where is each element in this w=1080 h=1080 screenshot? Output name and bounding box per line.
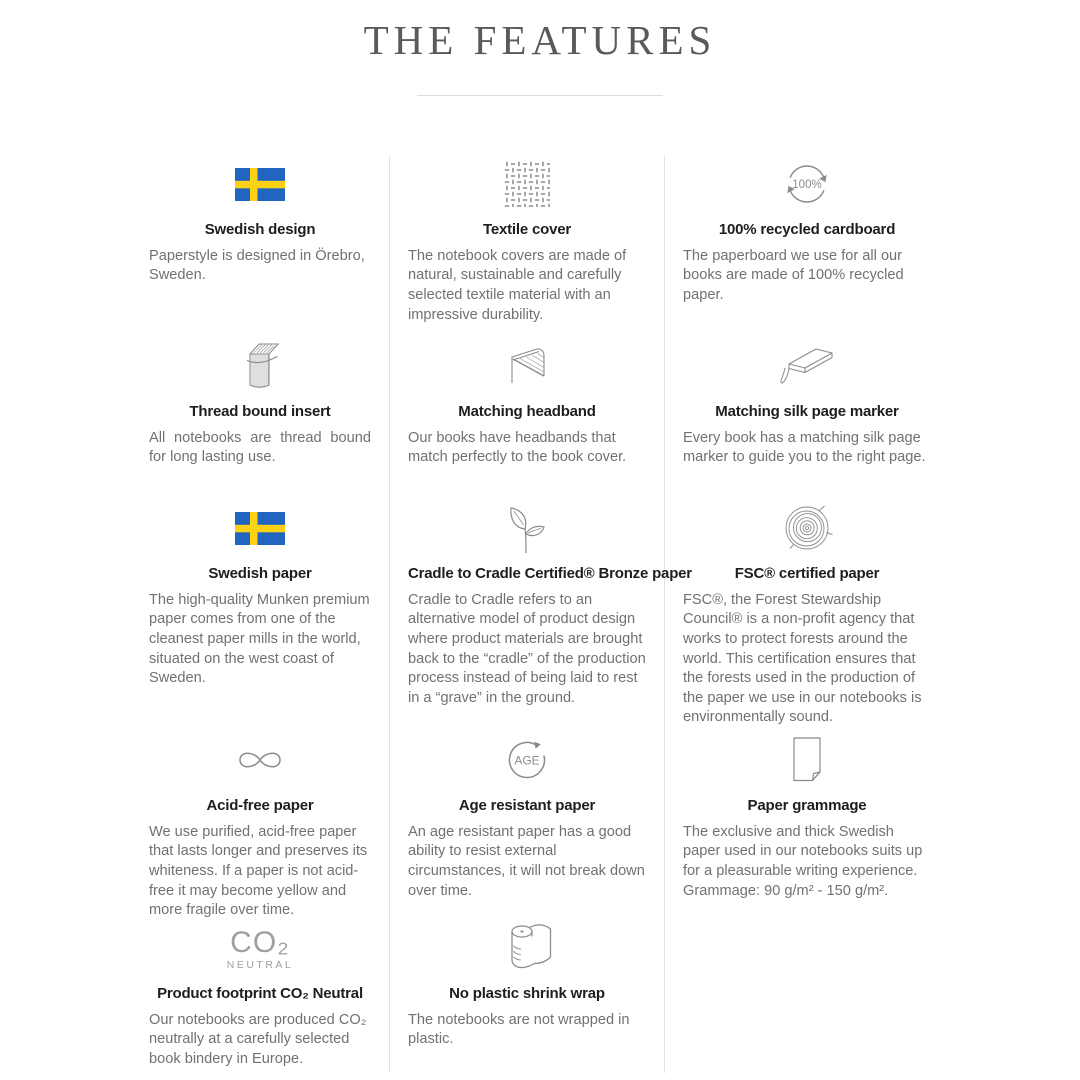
age-circle-icon [408,734,646,786]
svg-text:NEUTRAL: NEUTRAL [226,959,294,972]
thread-bound-icon [149,340,371,392]
headband-icon [408,340,646,392]
feature-card [131,920,389,1073]
title-divider [417,95,663,96]
swedish-flag-icon [149,158,371,210]
feature-title: Swedish design [204,221,316,239]
svg-text:100%: 100% [792,179,822,192]
plastic-roll-icon [497,922,557,974]
feature-title: Cradle to Cradle Certified® Bronze paper [408,565,692,583]
feature-card [131,156,389,338]
feature-title: Thread bound insert [189,403,331,421]
feature-description: All notebooks are thread bound for long lasting use. [149,429,371,466]
feature-title: No plastic shrink wrap [449,985,605,1003]
feature-card [665,732,949,920]
feature-title: Age resistant paper [458,797,596,815]
feature-card [665,500,949,732]
age-circle-icon [500,733,554,787]
swedish-flag-icon [235,512,285,545]
feature-card [389,732,665,920]
paper-sheet-icon [788,735,826,785]
feature-title: Product footprint CO₂ Neutral [157,985,363,1003]
feature-description: The high-quality Munken premium paper comes from one of the cleanest paper mills in the world, situated on the west coast of Sweden. [149,591,370,687]
swedish-flag-icon [235,168,285,201]
co2-neutral-icon [149,922,371,974]
feature-description: Our books have headbands that match perfectly to the book cover. [408,429,627,466]
feature-card [665,156,949,338]
headband-icon [499,345,555,387]
swedish-flag-icon [149,502,371,554]
feature-description: The notebooks are not wrapped in plastic. [408,1011,630,1048]
paper-sheet-icon [683,734,931,786]
feature-description: The notebook covers are made of natural, sustainable and carefully selected textile material with an impressive durability. [408,247,627,323]
feature-card [665,338,949,500]
feature-title: Acid-free paper [206,797,314,815]
feature-description: The paperboard we use for all our books are made of 100% recycled paper. [683,247,904,304]
textile-weave-icon [504,161,550,207]
feature-description: FSC®, the Forest Stewardship Council® is a non-profit agency that works to protect forests around the world. This certification ensures that the forests used in the production of the paper we use in our notebooks is environmentally sound. [683,591,922,726]
feature-card [131,500,389,732]
infinity-icon [230,745,290,775]
feature-description: Cradle to Cradle refers to an alternative model of product design where product materials are brought back to the “cradle” of the production process instead of being laid to rest in a “grave” in the ground. [408,591,646,706]
textile-weave-icon [408,158,646,210]
feature-card [389,338,665,500]
plant-sprout-icon [408,502,646,554]
feature-description: Every book has a matching silk page marker to guide you to the right page. [683,429,926,466]
feature-description: Our notebooks are produced CO₂ neutrally at a carefully selected book bindery in Europe. [149,1011,367,1068]
feature-card [389,920,665,1073]
plant-sprout-icon [503,501,551,555]
feature-title: Swedish paper [208,565,312,583]
recycle-100-icon [780,159,834,209]
feature-title: Textile cover [482,221,571,239]
feature-card [389,156,665,338]
infinity-icon [149,734,371,786]
feature-description: The exclusive and thick Swedish paper used in our notebooks suits up for a pleasurable writing experience. Grammage: 90 g/m² - 150 g/m². [683,823,923,899]
book-marker-icon [683,340,931,392]
feature-title: Matching headband [458,403,596,421]
tree-rings-icon [780,501,834,555]
features-grid [131,156,949,1073]
co2-neutral-icon [190,922,330,974]
recycle-100-icon [683,158,931,210]
feature-description: We use purified, acid-free paper that lasts longer and preserves its whiteness. If a paper is not acid-free it may become yellow and more fragile over time. [149,823,368,919]
svg-text:AGE: AGE [514,753,540,768]
feature-card [131,338,389,500]
feature-card [389,500,692,732]
feature-description: An age resistant paper has a good ability to resist external circumstances, it will not break down over time. [408,823,645,899]
tree-rings-icon [683,502,931,554]
plastic-roll-icon [408,922,646,974]
feature-card [131,732,389,920]
feature-title: FSC® certified paper [734,565,880,583]
page-title: THE FEATURES [363,17,717,63]
book-marker-icon [777,341,837,391]
svg-text:CO₂: CO₂ [230,926,290,960]
feature-title: 100% recycled cardboard [718,221,896,239]
thread-bound-icon [232,340,288,392]
feature-description: Paperstyle is designed in Örebro, Sweden. [149,247,365,284]
feature-title: Paper grammage [747,797,867,815]
feature-title: Matching silk page marker [715,403,899,421]
